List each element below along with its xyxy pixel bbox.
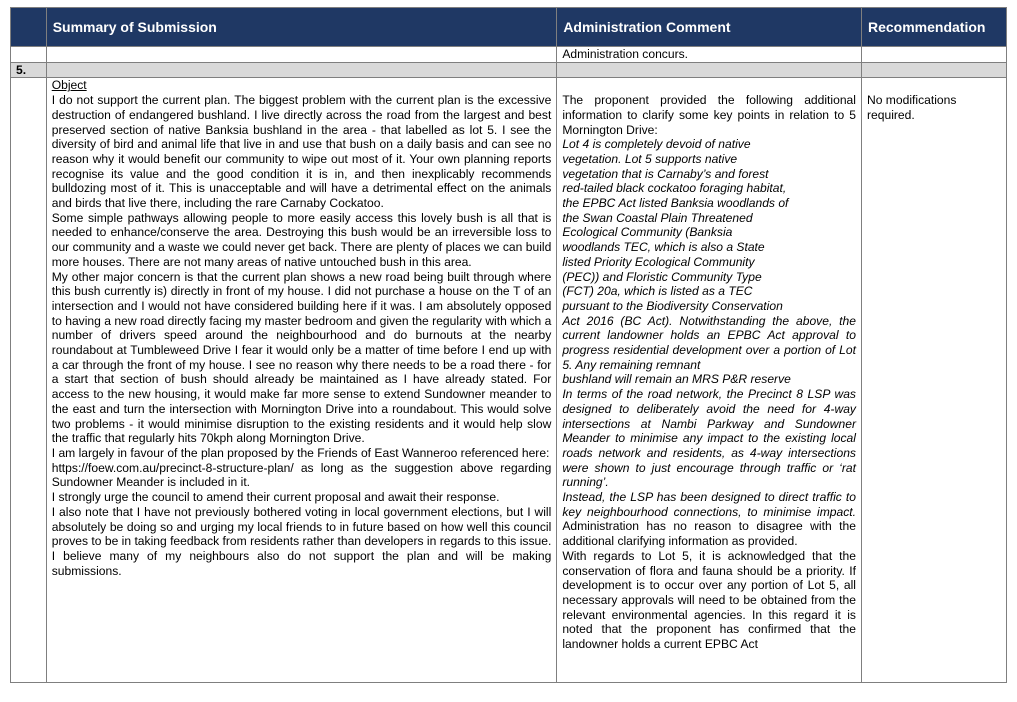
- previous-admin-comment: Administration concurs.: [557, 47, 862, 63]
- section-separator-row: [11, 62, 1007, 78]
- submission-paragraph: I also note that I have not previously bothered voting in local government elections, but I will absolutely be doing so and urging my local friends to in future based on how well this council proves to be in taking feedback from residents rather than developers in regards to this issue. I believe many of my neighbours also do not support the plan and will be making submissions.: [51, 504, 552, 578]
- header-number: [11, 8, 47, 47]
- header-admin-comment: Administration Comment: [557, 8, 862, 47]
- admin-instead-paragraph: Instead, the LSP has been designed to direct traffic to key neighbourhood connections, to minimise impact. Administration has no reason to disagree with the additional clarifying information as provided.: [562, 490, 856, 549]
- submission-summary: [46, 78, 557, 683]
- admin-intro: The proponent provided the following additional information to clarify some key points in relation to 5 Mornington Drive:: [562, 93, 856, 137]
- header-recommendation: Recommendation: [861, 8, 1006, 47]
- previous-row: [11, 47, 1007, 63]
- submission-paragraph: I am largely in favour of the plan proposed by the Friends of East Wanneroo referenced here:: [51, 445, 550, 460]
- admin-road-network-paragraph: In terms of the road network, the Precinct 8 LSP was designed to deliberately avoid the need for 4-way intersections at Nambi Parkway and Sundowner Meander to minimise any impact to the existing local roads network and residents, as 4-way intersections were shown to just encourage through traffic or ‘rat running’.: [562, 387, 856, 490]
- submission-paragraph: I do not support the current plan. The biggest problem with the current plan is the excessive destruction of endangered bushland. I live directly across the road from the largest and best preserved section of native Banksia bushland in the area - that labelled as lot 5. I see the diversity of bird and animal life that live in and use that bush on a daily basis and can see no reason why it would benefit our community to wipe out most of it. Your own planning reports recognise its value and the good condition it is in, and then inexplicably recommends bulldozing most of it. This is unacceptable and will have a detrimental effect on the animals and birds that live there, including the rare Carnaby Cockatoo.: [51, 93, 552, 211]
- submission-paragraph: My other major concern is that the current plan shows a new road being built through where this bush currently is) directly in front of my house. I did not purchase a house on the T of an intersection and I would not have considered building here if it was. I am absolutely opposed to having a new road directly facing my master bedroom and given the regularity with which a number of drivers speed around the neighbourhood and do burnouts at the nearby roundabout at Tumbleweed Drive I fear it would only be a matter of time before I end up with a car through the front of my house. I see no reason why there needs to be a road there - for a start that section of bush should already be maintained as I have already stated. For access to the new housing, it would make far more sense to extend Sundowner meander to the east and turn the intersection with Mornington Drive into a roundabout. This would solve two problems - it would minimise disruption to the existing residents and it would help slow the traffic that regularly hits 70kph along Mornington Drive.: [51, 269, 552, 446]
- admin-italic-line: bushland will remain an MRS P&R reserve: [562, 372, 791, 387]
- submission-paragraph: Some simple pathways allowing people to more easily access this lovely bush is all that is needed to enhance/conserve the area. Destroying this bush would be an irreversible loss to our community and a waste we could never get back. There are plenty of places we can build more houses. There are not many areas of native untouched bush in this area.: [51, 210, 552, 269]
- header-summary: Summary of Submission: [46, 8, 557, 47]
- admin-lot5-paragraph: With regards to Lot 5, it is acknowledged that the conservation of flora and fauna should be a priority. If development is to occur over any portion of Lot 5, all necessary approvals will need to be obtained from the relevant environmental agencies. In this regard it is noted that the proponent has confirmed that the landowner holds a current EPBC Act: [562, 548, 856, 652]
- submission-table: [10, 7, 1007, 683]
- submission-paragraph: I strongly urge the council to amend their current proposal and await their response.: [51, 490, 500, 505]
- administration-comment: [557, 78, 862, 683]
- admin-italic-block: Lot 4 is completely devoid of native vegetation. Lot 5 supports native vegetation that is Carnaby’s and forest red-tailed black cockatoo foraging habitat, the EPBC Act listed Banksia woodlands of the Swan Coastal Plain Threatened Ecological Community (Banksia woodlands TEC, which is also a State listed Priority Ecological Community (PEC)) and Floristic Community Type (FCT) 20a, which is listed as a TEC pursuant to the Biodiversity Conservation: [562, 137, 789, 313]
- header-row: [11, 8, 1007, 47]
- recommendation: [861, 78, 1006, 683]
- recommendation-text: No modifications required.: [866, 93, 957, 122]
- submission-heading: Object: [51, 78, 87, 93]
- submission-link-paragraph: https://foew.com.au/precinct-8-structure-plan/ as long as the suggestion above regarding Sundowner Meander is included in it.: [51, 460, 552, 490]
- submission-row: [11, 78, 1007, 683]
- section-number: 5.: [11, 62, 47, 78]
- admin-italic-paragraph: Act 2016 (BC Act). Notwithstanding the above, the current landowner holds an EPBC Act approval to progress residential development over a portion of Lot 5. Any remaining remnant: [562, 313, 856, 372]
